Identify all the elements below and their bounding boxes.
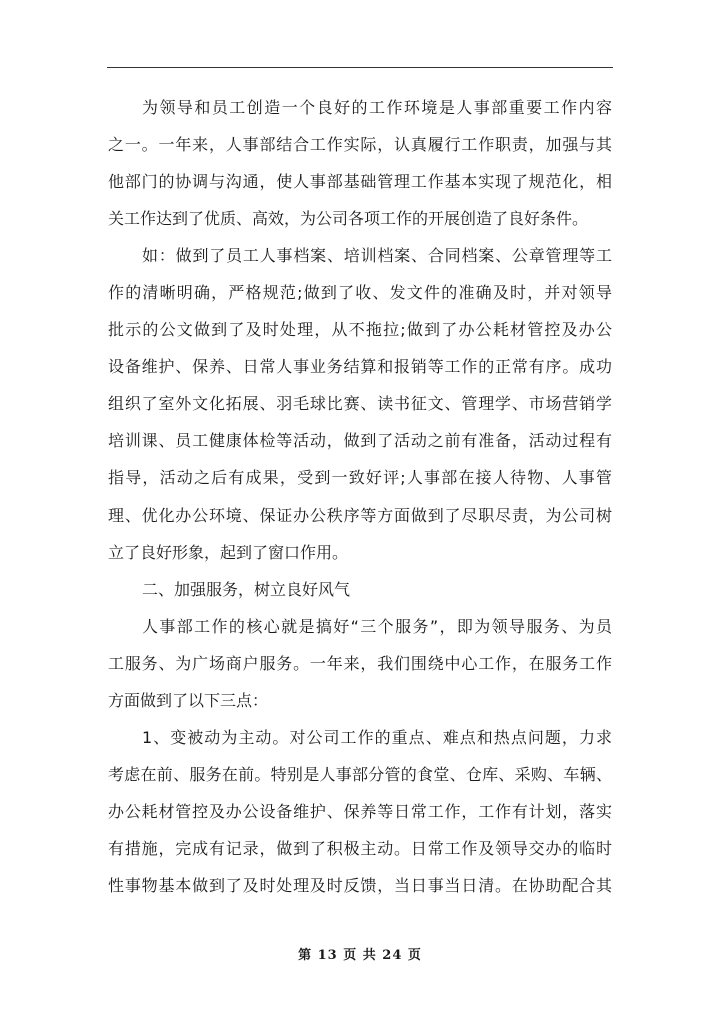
text-line: 作的清晰明确，严格规范;做到了收、发文件的准确及时，并对领导 [108,283,612,303]
text-line: 之一。一年来，人事部结合工作实际，认真履行工作职责，加强与其 [108,135,612,155]
text-line: 工服务、为广场商户服务。一年来，我们围绕中心工作，在服务工作 [108,653,612,673]
paragraph [108,608,612,719]
document-body [108,89,612,904]
text-line: 方面做到了以下三点： [108,690,269,710]
text-line: 人事部工作的核心就是搞好“三个服务”，即为领导服务、为员 [142,616,612,636]
text-line: 办公耗材管控及办公设备维护、保养等日常工作，工作有计划，落实 [108,801,612,821]
text-line: 如：做到了员工人事档案、培训档案、合同档案、公章管理等工 [142,246,612,266]
text-line: 批示的公文做到了及时处理，从不拖拉;做到了办公耗材管控及办公 [108,320,612,340]
header-rule [107,67,613,68]
text-line: 关工作达到了优质、高效，为公司各项工作的开展创造了良好条件。 [108,209,589,229]
text-line: 二、加强服务，树立良好风气 [142,579,351,599]
text-line: 他部门的协调与沟通，使人事部基础管理工作基本实现了规范化，相 [108,172,612,192]
text-line: 1、变被动为主动。对公司工作的重点、难点和热点问题，力求 [142,727,612,747]
text-line: 为领导和员工创造一个良好的工作环境是人事部重要工作内容 [142,98,612,117]
page-footer: 第 13 页 共 24 页 [298,948,422,963]
text-line: 设备维护、保养、日常人事业务结算和报销等工作的正常有序。成功 [108,357,612,377]
text-line: 有措施，完成有记录，做到了积极主动。日常工作及领导交办的临时 [108,838,612,858]
paragraph [108,237,612,570]
text-line: 理、优化办公环境、保证办公秩序等方面做到了尽职尽责，为公司树 [108,505,612,525]
text-line: 性事物基本做到了及时处理及时反馈，当日事当日清。在协助配合其 [108,875,612,895]
paragraph [108,719,612,904]
text-line: 培训课、员工健康体检等活动，做到了活动之前有准备，活动过程有 [108,431,612,451]
text-line: 组织了室外文化拓展、羽毛球比赛、读书征文、管理学、市场营销学 [108,394,612,414]
text-line: 指导，活动之后有成果，受到一致好评;人事部在接人待物、人事管 [108,468,612,488]
paragraph [108,89,612,237]
text-line: 考虑在前、服务在前。特别是人事部分管的食堂、仓库、采购、车辆、 [108,764,612,784]
paragraph [108,571,612,608]
text-line: 立了良好形象，起到了窗口作用。 [108,542,349,562]
